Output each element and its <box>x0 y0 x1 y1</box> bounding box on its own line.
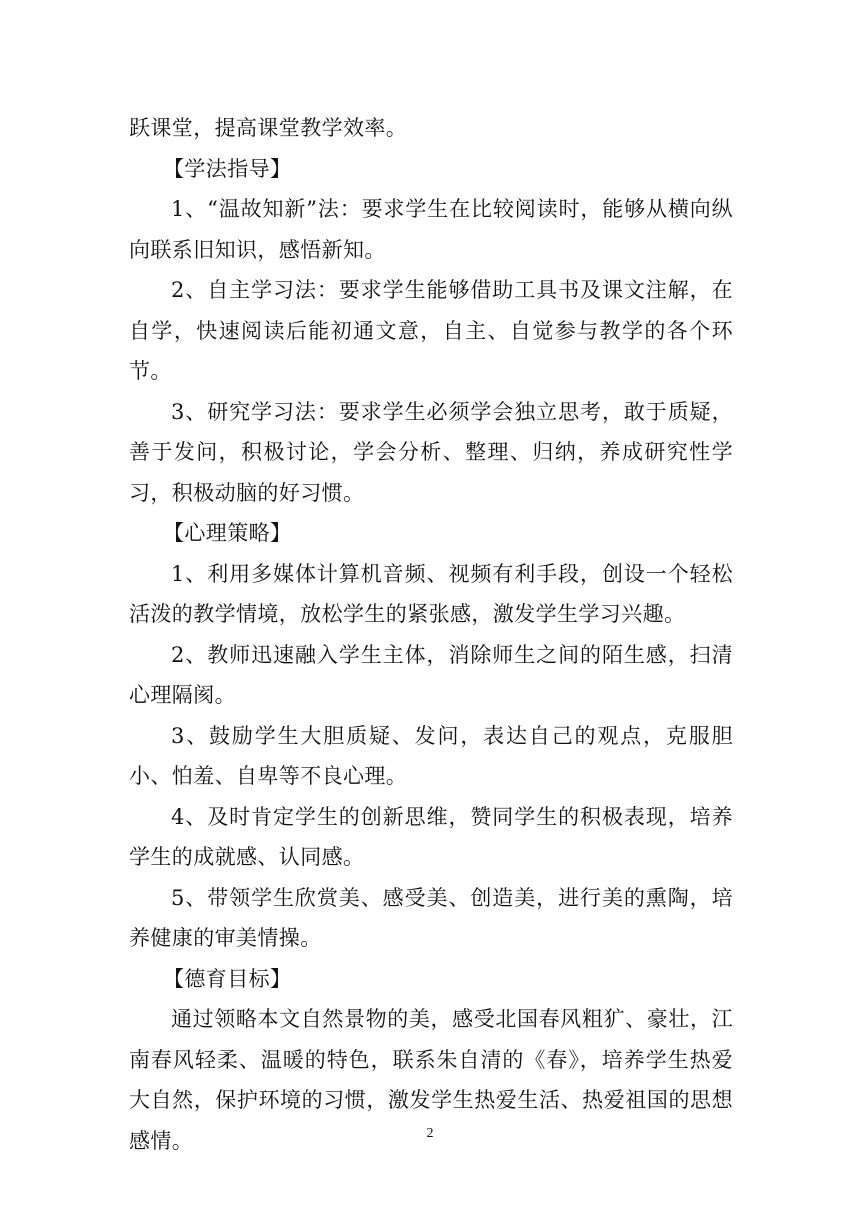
paragraph-moral-goals: 通过领略本文自然景物的美，感受北国春风粗犷、豪壮，江南春风轻柔、温暖的特色，联系朱自清的《春》，培养学生热爱大自然，保护环境的习惯，激发学生热爱生活、热爱祖国的思想感情。 <box>129 1007 733 1153</box>
paragraph-strategy-1: 1、利用多媒体计算机音频、视频有利手段，创设一个轻松活泼的教学情境，放松学生的紧张感，激发学生学习兴趣。 <box>129 561 733 626</box>
paragraph-method-2: 2、自主学习法：要求学生能够借助工具书及课文注解，在自学，快速阅读后能初通文意，自主、自觉参与教学的各个环节。 <box>129 278 733 383</box>
section-heading-moral-goals: 【德育目标】 <box>163 966 292 991</box>
section-heading-psychology-strategy: 【心理策略】 <box>163 521 292 545</box>
page-number: 2 <box>426 1126 434 1141</box>
paragraph-continued: 跃课堂，提高课堂教学效率。 <box>129 116 408 140</box>
paragraph-method-3: 3、研究学习法：要求学生必须学会独立思考，敢于质疑，善于发问，积极讨论，学会分析、整理、归纳，养成研究性学习，积极动脑的好习惯。 <box>129 399 733 505</box>
paragraph-strategy-4: 4、及时肯定学生的创新思维，赞同学生的积极表现，培养学生的成就感、认同感。 <box>129 804 733 869</box>
paragraph-strategy-2: 2、教师迅速融入学生主体，消除师生之间的陌生感，扫清心理隔阂。 <box>129 642 733 707</box>
paragraph-strategy-3: 3、鼓励学生大胆质疑、发问，表达自己的观点，克服胆小、怕羞、自卑等不良心理。 <box>129 723 733 788</box>
page-content <box>129 108 733 1161</box>
section-heading-study-methods: 【学法指导】 <box>163 156 292 181</box>
paragraph-strategy-5: 5、带领学生欣赏美、感受美、创造美，进行美的熏陶，培养健康的审美情操。 <box>129 885 733 950</box>
paragraph-method-1: 1、“温故知新”法：要求学生在比较阅读时，能够从横向纵向联系旧知识，感悟新知。 <box>129 197 733 262</box>
